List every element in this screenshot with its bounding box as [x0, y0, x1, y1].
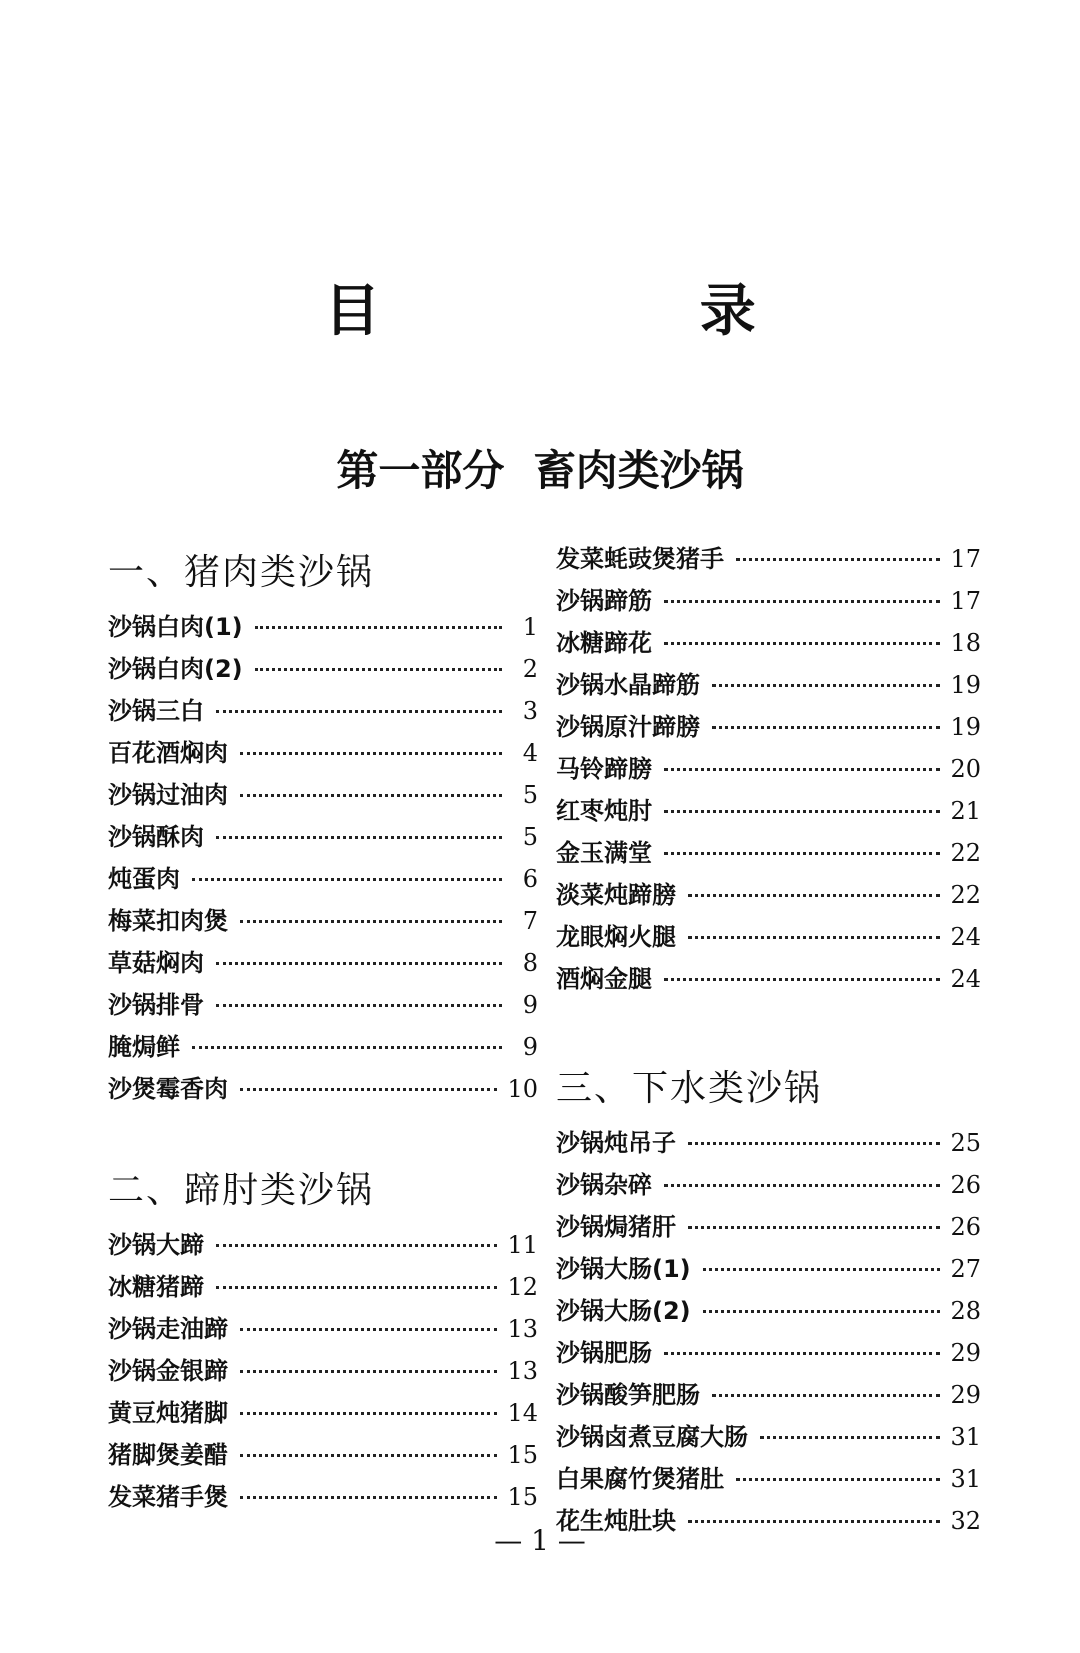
- dot-leader: [703, 1309, 941, 1313]
- dot-leader: [688, 1519, 940, 1523]
- toc-entry: [556, 1374, 981, 1416]
- toc-entry-title: 沙锅过油肉: [108, 781, 228, 809]
- dot-leader: [664, 851, 940, 855]
- toc-entry-title: 腌焗鲜: [108, 1033, 180, 1061]
- dot-leader: [216, 709, 502, 713]
- toc-entry-page: 5: [522, 823, 538, 851]
- toc-entry-title: 沙锅炖吊子: [556, 1129, 676, 1157]
- toc-entry-page: 14: [507, 1399, 538, 1427]
- toc-entry-page: 25: [950, 1129, 981, 1157]
- toc-entry-title: 发菜蚝豉煲猪手: [556, 545, 724, 573]
- toc-entry: [556, 874, 981, 916]
- toc-entry-page: 31: [950, 1465, 981, 1493]
- dot-leader: [240, 751, 502, 755]
- toc-entry-page: 19: [950, 671, 981, 699]
- toc-entry-page: 7: [522, 907, 538, 935]
- toc-entry-page: 13: [507, 1357, 538, 1385]
- dot-leader: [664, 599, 940, 603]
- toc-entry: [108, 816, 538, 858]
- toc-entry: [108, 1308, 538, 1350]
- toc-entry: [108, 774, 538, 816]
- toc-entry: [556, 1164, 981, 1206]
- dot-leader: [664, 641, 940, 645]
- toc-entry-title: 沙锅白肉(2): [108, 655, 243, 683]
- dot-leader: [703, 1267, 941, 1271]
- dot-leader: [192, 1045, 502, 1049]
- toc-entry-title: 沙锅三白: [108, 697, 204, 725]
- toc-entry-page: 17: [950, 587, 981, 615]
- toc-entry: [556, 538, 981, 580]
- toc-entry-page: 24: [950, 965, 981, 993]
- toc-entry-page: 20: [950, 755, 981, 783]
- toc-entry-page: 22: [950, 881, 981, 909]
- toc-entry: [108, 1434, 538, 1476]
- toc-entry-title: 沙锅酸笋肥肠: [556, 1381, 700, 1409]
- toc-entry-page: 10: [507, 1075, 538, 1103]
- dot-leader: [255, 667, 502, 671]
- toc-entry-title: 沙锅大蹄: [108, 1231, 204, 1259]
- toc-entry-page: 31: [950, 1423, 981, 1451]
- dot-leader: [688, 893, 940, 897]
- dot-leader: [216, 835, 502, 839]
- dot-leader: [240, 919, 502, 923]
- dot-leader: [240, 1327, 497, 1331]
- toc-entry: [556, 1290, 981, 1332]
- toc-entry-page: 21: [950, 797, 981, 825]
- toc-entry-title: 梅菜扣肉煲: [108, 907, 228, 935]
- toc-entry: [108, 858, 538, 900]
- toc-entry: [108, 1224, 538, 1266]
- dot-leader: [240, 1495, 497, 1499]
- toc-entry-title: 白果腐竹煲猪肚: [556, 1465, 724, 1493]
- toc-entry: [108, 1068, 538, 1110]
- toc-entry-page: 17: [950, 545, 981, 573]
- toc-entry: [556, 748, 981, 790]
- toc-entry-page: 12: [507, 1273, 538, 1301]
- dot-leader: [240, 793, 502, 797]
- toc-entry: [556, 622, 981, 664]
- toc-column-right: [556, 538, 981, 1542]
- toc-entry-page: 24: [950, 923, 981, 951]
- toc-entry-title: 淡菜炖蹄膀: [556, 881, 676, 909]
- toc-list: [108, 1224, 538, 1518]
- toc-entry-title: 炖蛋肉: [108, 865, 180, 893]
- toc-entry-page: 5: [522, 781, 538, 809]
- toc-entry-page: 19: [950, 713, 981, 741]
- toc-entry-title: 沙锅大肠(1): [556, 1255, 691, 1283]
- dot-leader: [664, 1351, 940, 1355]
- toc-entry: [556, 958, 981, 1000]
- toc-column-left: [108, 548, 538, 1518]
- toc-entry-title: 酒焖金腿: [556, 965, 652, 993]
- toc-entry-title: 金玉满堂: [556, 839, 652, 867]
- dot-leader: [688, 1141, 940, 1145]
- toc-entry-page: 29: [950, 1381, 981, 1409]
- toc-entry: [108, 648, 538, 690]
- page-number: — 1 —: [494, 1524, 586, 1557]
- toc-entry-title: 沙锅白肉(1): [108, 613, 243, 641]
- toc-entry-page: 13: [507, 1315, 538, 1343]
- toc-entry: [108, 1476, 538, 1518]
- toc-entry: [556, 1122, 981, 1164]
- toc-entry-title: 花生炖肚块: [556, 1507, 676, 1535]
- toc-list: [108, 606, 538, 1110]
- toc-entry: [108, 606, 538, 648]
- section-title: 三、下水类沙锅: [556, 1068, 823, 1109]
- toc-entry: [556, 664, 981, 706]
- toc-entry-title: 沙锅走油蹄: [108, 1315, 228, 1343]
- toc-entry-page: 9: [522, 991, 538, 1019]
- toc-entry: [556, 916, 981, 958]
- dot-leader: [216, 1243, 497, 1247]
- toc-entry-page: 8: [522, 949, 538, 977]
- toc-entry: [108, 1350, 538, 1392]
- toc-entry-title: 沙锅水晶蹄筋: [556, 671, 700, 699]
- toc-entry-page: 6: [522, 865, 538, 893]
- toc-entry-title: 冰糖蹄花: [556, 629, 652, 657]
- dot-leader: [216, 1003, 502, 1007]
- part-title: 第一部分 畜肉类沙锅: [336, 446, 744, 495]
- dot-leader: [664, 1183, 940, 1187]
- toc-entry-page: 29: [950, 1339, 981, 1367]
- toc-entry-title: 发菜猪手煲: [108, 1483, 228, 1511]
- toc-entry-title: 沙锅排骨: [108, 991, 204, 1019]
- dot-leader: [664, 767, 940, 771]
- dot-leader: [664, 977, 940, 981]
- toc-entry-page: 9: [522, 1033, 538, 1061]
- dot-leader: [712, 1393, 940, 1397]
- toc-entry-title: 沙锅大肠(2): [556, 1297, 691, 1325]
- toc-entry-page: 15: [507, 1441, 538, 1469]
- toc-entry: [556, 1416, 981, 1458]
- toc-entry: [108, 984, 538, 1026]
- toc-entry: [556, 1248, 981, 1290]
- toc-entry-page: 18: [950, 629, 981, 657]
- toc-entry: [108, 942, 538, 984]
- dot-leader: [240, 1453, 497, 1457]
- toc-entry: [108, 900, 538, 942]
- toc-entry-page: 28: [950, 1297, 981, 1325]
- dot-leader: [240, 1411, 497, 1415]
- toc-entry: [108, 1392, 538, 1434]
- toc-entry-title: 黄豆炖猪脚: [108, 1399, 228, 1427]
- toc-entry-page: 2: [522, 655, 538, 683]
- toc-entry-page: 22: [950, 839, 981, 867]
- section-title: 二、蹄肘类沙锅: [108, 1170, 375, 1211]
- dot-leader: [216, 961, 502, 965]
- toc-entry-page: 26: [950, 1213, 981, 1241]
- toc-entry-title: 沙煲霉香肉: [108, 1075, 228, 1103]
- dot-leader: [712, 683, 940, 687]
- toc-entry-title: 沙锅卤煮豆腐大肠: [556, 1423, 748, 1451]
- toc-entry-title: 红枣炖肘: [556, 797, 652, 825]
- toc-entry-title: 沙锅蹄筋: [556, 587, 652, 615]
- toc-entry: [556, 832, 981, 874]
- dot-leader: [736, 557, 940, 561]
- toc-entry: [108, 1266, 538, 1308]
- toc-entry-page: 32: [950, 1507, 981, 1535]
- toc-entry: [108, 1026, 538, 1068]
- toc-list: [556, 1122, 981, 1542]
- toc-entry-page: 11: [507, 1231, 538, 1259]
- toc-entry-page: 15: [507, 1483, 538, 1511]
- dot-leader: [688, 1225, 940, 1229]
- dot-leader: [760, 1435, 940, 1439]
- toc-entry-title: 冰糖猪蹄: [108, 1273, 204, 1301]
- toc-entry-title: 百花酒焖肉: [108, 739, 228, 767]
- toc-entry-title: 沙锅焗猪肝: [556, 1213, 676, 1241]
- toc-entry-page: 3: [522, 697, 538, 725]
- dot-leader: [216, 1285, 497, 1289]
- toc-entry-title: 沙锅金银蹄: [108, 1357, 228, 1385]
- toc-entry-page: 26: [950, 1171, 981, 1199]
- toc-entry-title: 猪脚煲姜醋: [108, 1441, 228, 1469]
- toc-entry: [108, 732, 538, 774]
- toc-list: [556, 538, 981, 1000]
- toc-entry: [108, 690, 538, 732]
- dot-leader: [255, 625, 502, 629]
- toc-entry-title: 草菇焖肉: [108, 949, 204, 977]
- toc-entry-title: 沙锅原汁蹄膀: [556, 713, 700, 741]
- dot-leader: [664, 809, 940, 813]
- page-title: 目 录: [324, 279, 906, 344]
- toc-entry-title: 沙锅杂碎: [556, 1171, 652, 1199]
- dot-leader: [240, 1087, 497, 1091]
- toc-entry-title: 马铃蹄膀: [556, 755, 652, 783]
- toc-entry: [556, 1206, 981, 1248]
- toc-entry: [556, 1458, 981, 1500]
- toc-entry-page: 27: [950, 1255, 981, 1283]
- toc-entry-page: 1: [522, 613, 538, 641]
- toc-entry: [556, 706, 981, 748]
- dot-leader: [712, 725, 940, 729]
- dot-leader: [736, 1477, 940, 1481]
- dot-leader: [192, 877, 502, 881]
- toc-entry-title: 龙眼焖火腿: [556, 923, 676, 951]
- toc-entry-page: 4: [522, 739, 538, 767]
- section-title: 一、猪肉类沙锅: [108, 552, 375, 593]
- dot-leader: [240, 1369, 497, 1373]
- toc-entry: [556, 1332, 981, 1374]
- toc-entry-title: 沙锅酥肉: [108, 823, 204, 851]
- toc-entry: [556, 580, 981, 622]
- dot-leader: [688, 935, 940, 939]
- toc-entry-title: 沙锅肥肠: [556, 1339, 652, 1367]
- toc-entry: [556, 790, 981, 832]
